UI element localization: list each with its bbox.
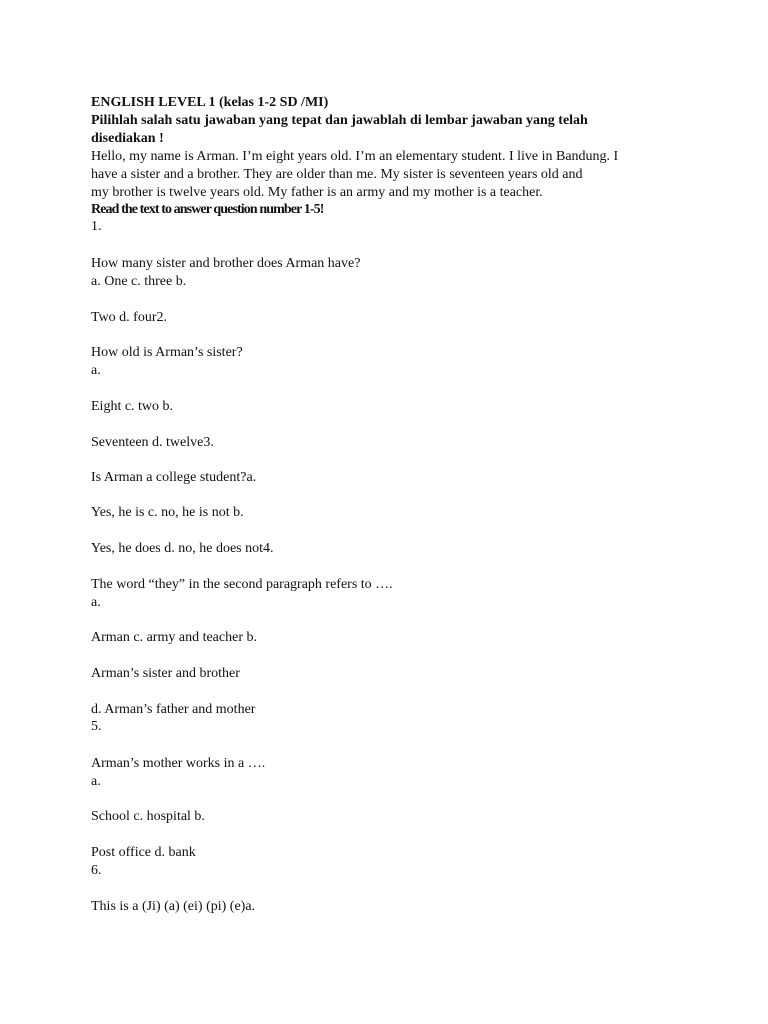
question-6-text: This is a (Ji) (a) (ei) (pi) (e)a.: [91, 899, 256, 914]
question-2-options-b: Seventeen d. twelve3.: [91, 435, 214, 450]
passage-line-1: Hello, my name is Arman. I’m eight years old. I’m an elementary student. I live in Bandung. I: [91, 149, 619, 164]
question-4-option-d: d. Arman’s father and mother: [91, 702, 256, 717]
question-4-options-a: Arman c. army and teacher b.: [91, 630, 257, 645]
question-2-option-a-label: a.: [91, 363, 101, 378]
question-number-6: 6.: [91, 863, 102, 878]
question-4-option-a-label: a.: [91, 595, 101, 610]
question-3-text: Is Arman a college student?a.: [91, 470, 257, 485]
question-2-text: How old is Arman’s sister?: [91, 345, 243, 360]
question-3-options-b: Yes, he does d. no, he does not4.: [91, 541, 274, 556]
instruction-line-2: disediakan !: [91, 131, 164, 146]
passage-line-3: my brother is twelve years old. My father is an army and my mother is a teacher.: [91, 185, 543, 200]
question-5-text: Arman’s mother works in a ….: [91, 756, 266, 771]
question-1-options-b: Two d. four2.: [91, 310, 168, 325]
question-number-1: 1.: [91, 219, 102, 234]
question-3-options-a: Yes, he is c. no, he is not b.: [91, 505, 244, 520]
question-4-text: The word “they” in the second paragraph refers to ….: [91, 577, 393, 592]
question-1-text: How many sister and brother does Arman have?: [91, 256, 361, 271]
read-instruction: Read the text to answer question number 1-5!: [91, 202, 324, 217]
question-1-options-a: a. One c. three b.: [91, 274, 187, 289]
question-4-option-b: Arman’s sister and brother: [91, 666, 240, 681]
question-5-options-b: Post office d. bank: [91, 845, 196, 860]
question-2-options-a: Eight c. two b.: [91, 399, 174, 414]
question-number-5: 5.: [91, 719, 102, 734]
document-title: ENGLISH LEVEL 1 (kelas 1-2 SD /MI): [91, 95, 329, 110]
instruction-line-1: Pilihlah salah satu jawaban yang tepat dan jawablah di lembar jawaban yang telah: [91, 113, 588, 128]
question-5-option-a-label: a.: [91, 774, 101, 789]
passage-line-2: have a sister and a brother. They are older than me. My sister is seventeen years old and: [91, 167, 583, 182]
question-5-options-a: School c. hospital b.: [91, 809, 205, 824]
